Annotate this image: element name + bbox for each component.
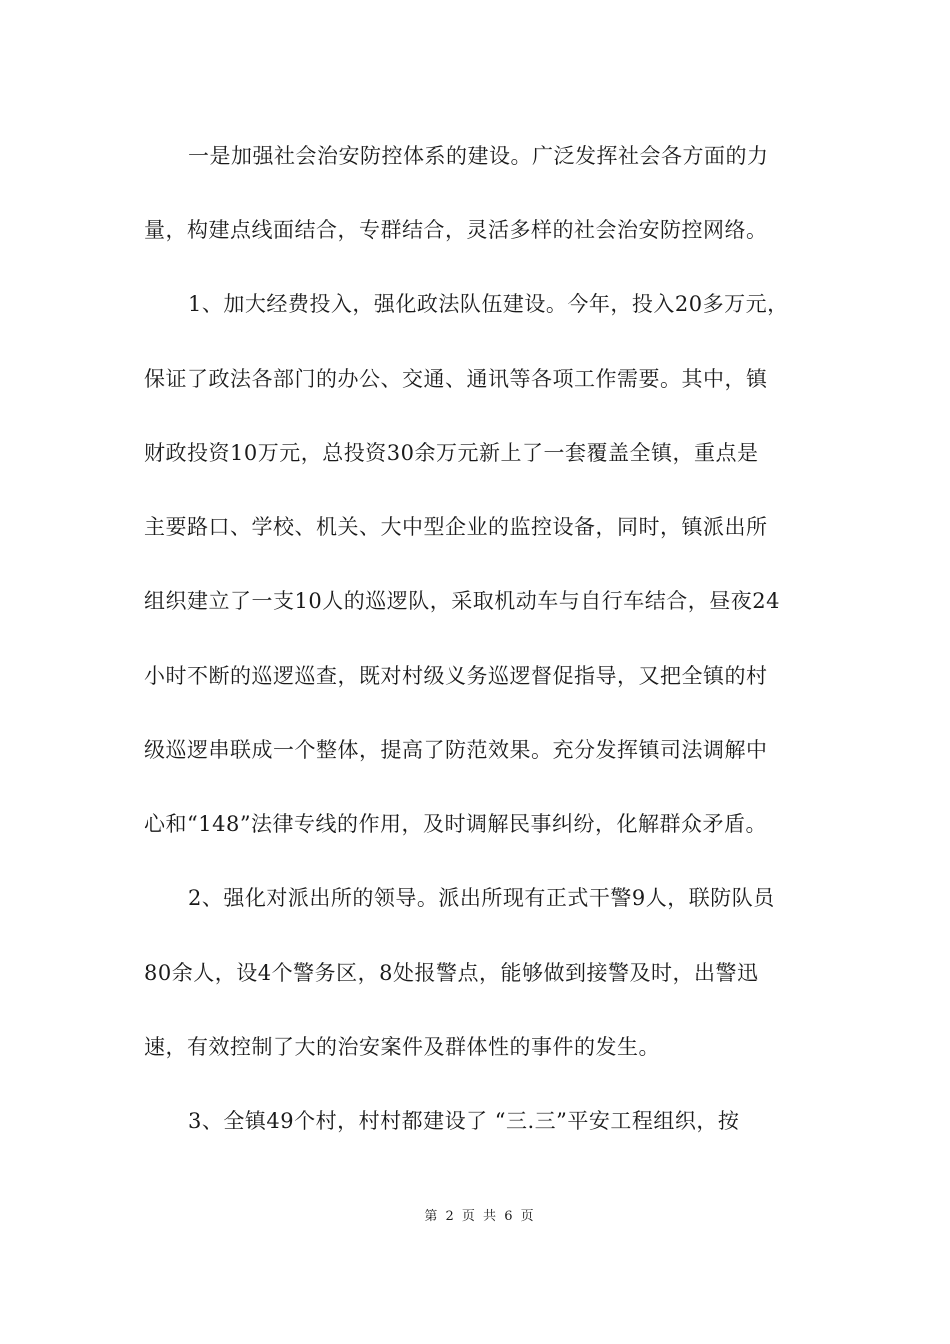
page-number-footer: 第 2 页 共 6 页 — [424, 1209, 536, 1224]
paragraph-2-line-2: 保证了政法各部门的办公、交通、通讯等各项工作需要。其中，镇 — [144, 367, 768, 391]
paragraph-2-line-3: 财政投资10万元，总投资30余万元新上了一套覆盖全镇，重点是 — [144, 441, 759, 465]
paragraph-2-line-1: 1、加大经费投入，强化政法队伍建设。今年，投入20多万元， — [188, 292, 789, 316]
paragraph-1-line-1: 一是加强社会治安防控体系的建设。广泛发挥社会各方面的力 — [188, 144, 769, 168]
paragraph-2-line-5: 组织建立了一支10人的巡逻队，采取机动车与自行车结合，昼夜24 — [144, 589, 780, 613]
paragraph-3-line-3: 速，有效控制了大的治安案件及群体性的事件的发生。 — [144, 1035, 660, 1059]
paragraph-3-line-2: 80余人，设4个警务区，8处报警点，能够做到接警及时，出警迅 — [144, 961, 759, 985]
paragraph-3-line-1: 2、强化对派出所的领导。派出所现有正式干警9人，联防队员 — [188, 886, 775, 910]
paragraph-1-line-2: 量，构建点线面结合，专群结合，灵活多样的社会治安防控网络。 — [144, 218, 768, 242]
paragraph-2-line-6: 小时不断的巡逻巡查，既对村级义务巡逻督促指导，又把全镇的村 — [144, 664, 768, 688]
paragraph-2-line-8: 心和“148”法律专线的作用，及时调解民事纠纷，化解群众矛盾。 — [144, 812, 768, 836]
paragraph-4-line-1: 3、全镇49个村，村村都建设了 “三.三”平安工程组织，按 — [188, 1109, 740, 1133]
paragraph-2-line-7: 级巡逻串联成一个整体，提高了防范效果。充分发挥镇司法调解中 — [144, 738, 768, 762]
paragraph-2-line-4: 主要路口、学校、机关、大中型企业的监控设备，同时，镇派出所 — [144, 515, 768, 539]
